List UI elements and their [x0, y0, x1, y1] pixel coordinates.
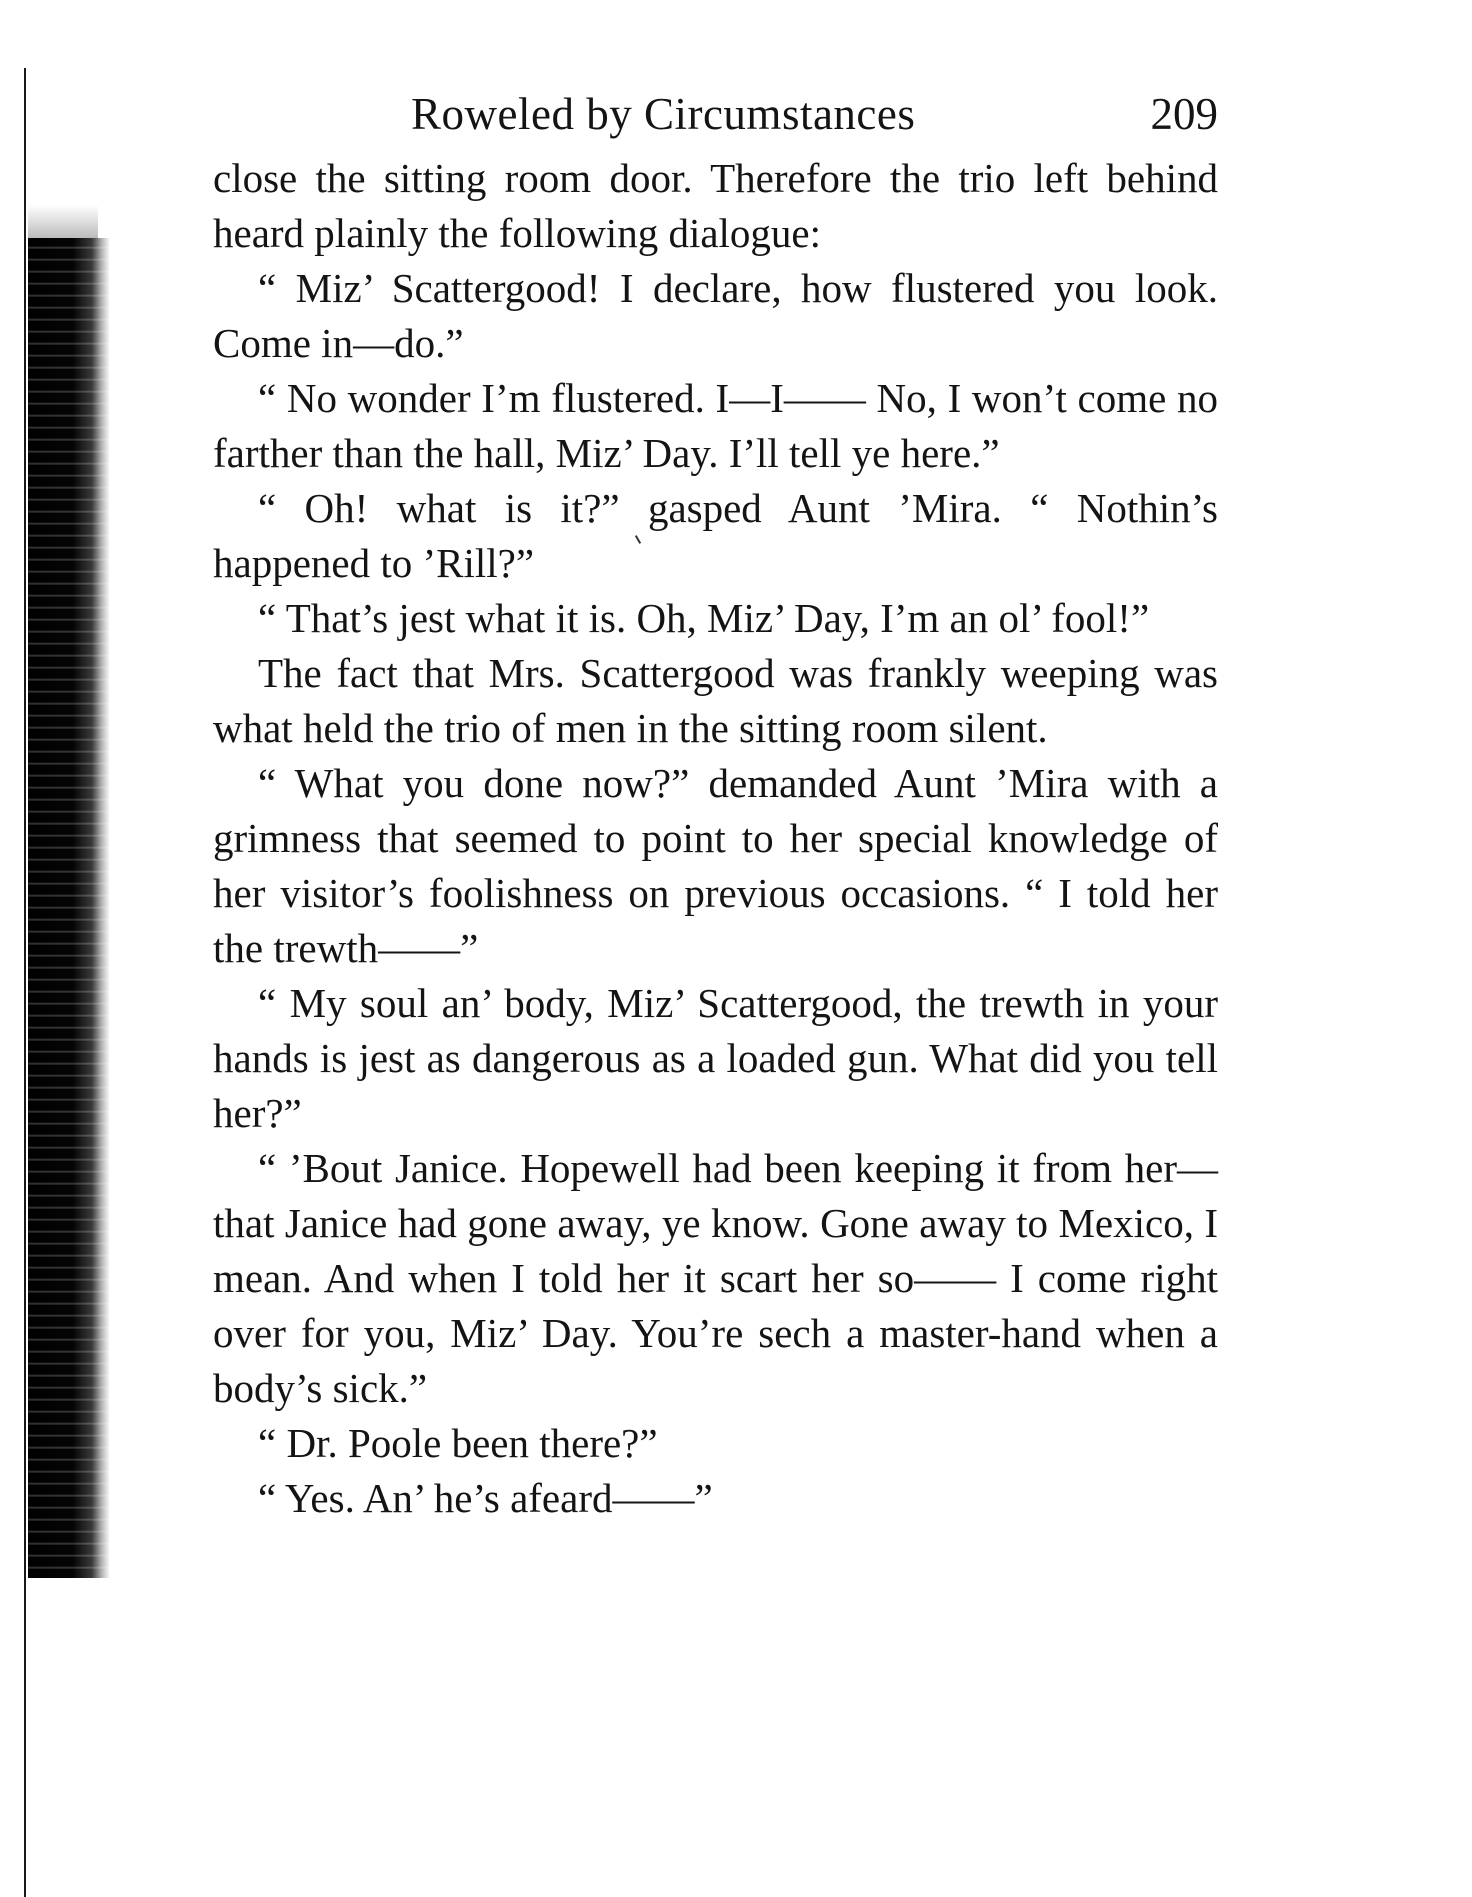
body-text — [213, 151, 1218, 1526]
paragraph: “ My soul an’ body, Miz’ Scattergood, the trewth in your hands is jest as dangerous as a loaded gun. What did you tell her?” — [213, 980, 1218, 1136]
paragraph: “ ’Bout Janice. Hopewell had been keeping it from her—that Janice had gone away, ye know. Gone away to Mexico, I mean. And when I told her it scart her so—— I come right over for you, Miz’ Day. You’re sech a master-hand when a body’s sick.” — [213, 1145, 1218, 1411]
paragraph: “ What you done now?” demanded Aunt ’Mira with a grimness that seemed to point to her special knowledge of her visitor’s foolishness on previous occasions. “ I told her the trewth——” — [213, 760, 1218, 971]
paragraph: “ Dr. Poole been there?” — [258, 1420, 658, 1466]
page-number: 209 — [1150, 89, 1218, 139]
page-edge-line — [24, 68, 26, 1897]
gutter-shadow — [28, 238, 110, 1578]
paragraph: “ Miz’ Scattergood! I declare, how flustered you look. Come in—do.” — [213, 265, 1218, 366]
paragraph: “ That’s jest what it is. Oh, Miz’ Day, I’m an ol’ fool!” — [258, 595, 1150, 641]
paragraph-continuation: close the sitting room door. Therefore the trio left behind heard plainly the following dialogue: — [213, 155, 1218, 256]
book-page — [213, 84, 1218, 1526]
gutter-shadow-fade — [28, 205, 98, 239]
paragraph: The fact that Mrs. Scattergood was frankly weeping was what held the trio of men in the sitting room silent. — [213, 650, 1218, 751]
paragraph: “ Oh! what is it?” gasped Aunt ’Mira. “ Nothin’s happened to ’Rill?” — [213, 485, 1218, 586]
running-head — [213, 84, 1218, 144]
paragraph: “ Yes. An’ he’s afeard——” — [258, 1475, 713, 1521]
running-title: Roweled by Circumstances — [411, 89, 916, 139]
paragraph: “ No wonder I’m flustered. I—I—— No, I won’t come no farther than the hall, Miz’ Day. I’ll tell ye here.” — [213, 375, 1218, 476]
